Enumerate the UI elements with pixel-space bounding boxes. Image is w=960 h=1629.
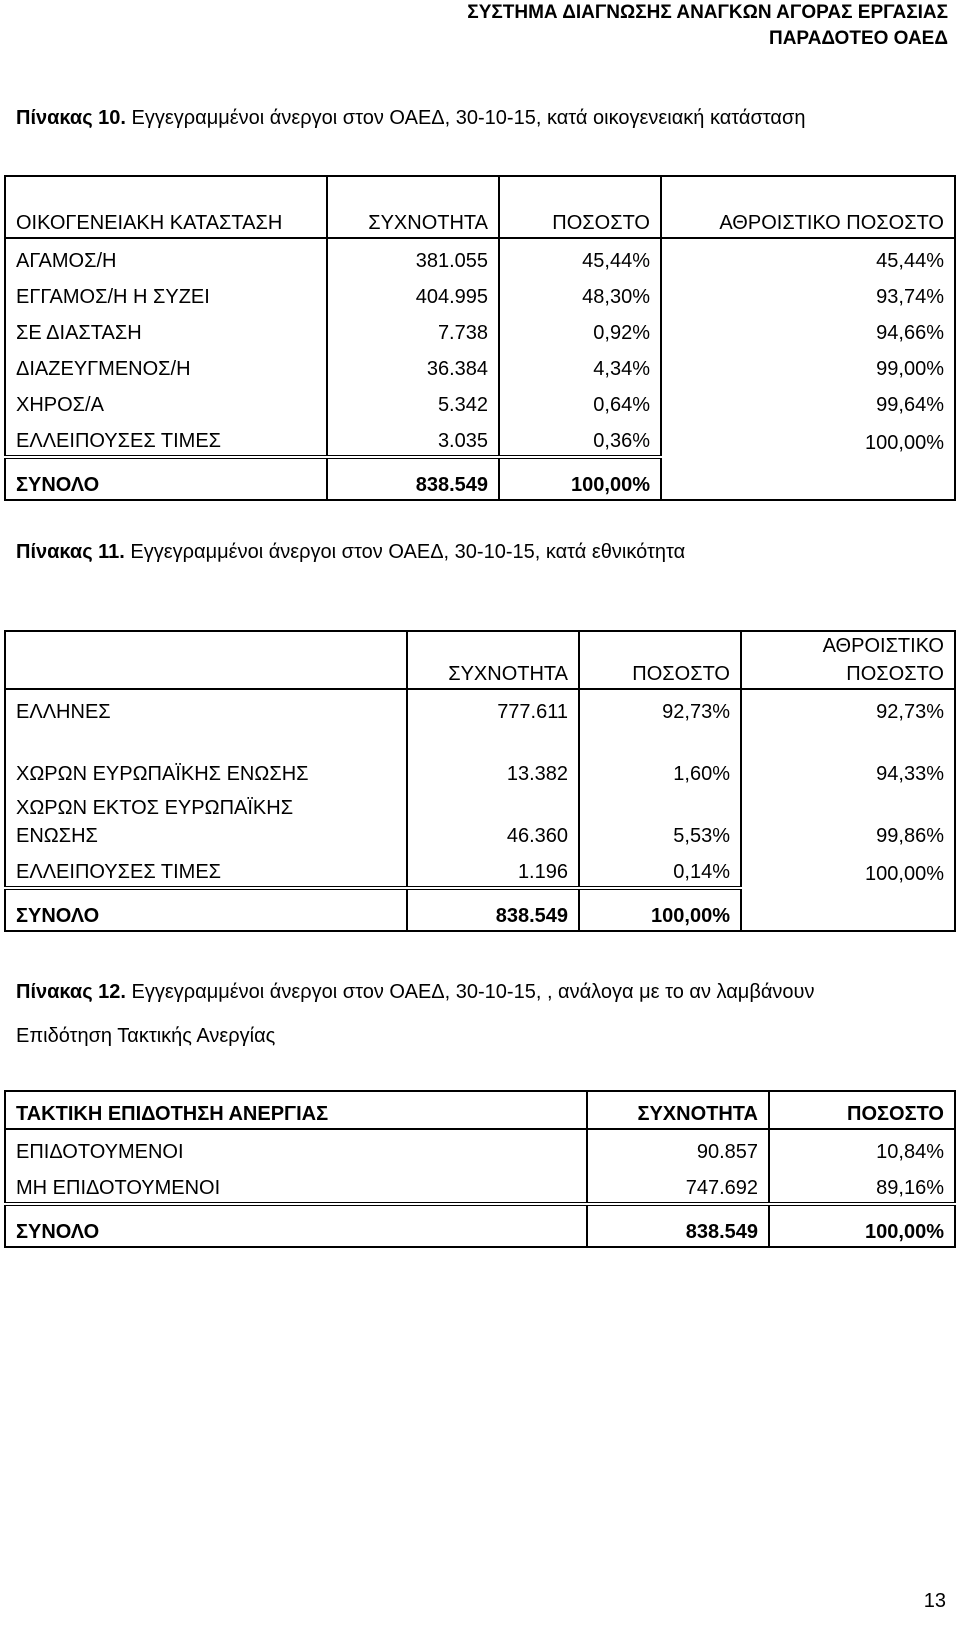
percent-cell: 89,16% bbox=[769, 1166, 955, 1204]
frequency-cell: 46.360 bbox=[407, 788, 579, 850]
table-total-row bbox=[5, 888, 955, 931]
percent-cell: 4,34% bbox=[499, 347, 661, 383]
table-header-row bbox=[5, 176, 955, 238]
total-label: ΣΥΝΟΛΟ bbox=[5, 888, 407, 931]
row-label: ΔΙΑΖΕΥΓΜΕΝΟΣ/Η bbox=[16, 358, 191, 380]
table-row bbox=[5, 689, 955, 726]
column-header: ΣΥΧΝΟΤΗΤΑ bbox=[587, 1091, 769, 1129]
column-header: ΣΥΧΝΟΤΗΤΑ bbox=[407, 631, 579, 689]
frequency-cell: 747.692 bbox=[587, 1166, 769, 1204]
table-row bbox=[5, 311, 955, 347]
percent-cell: 1,60% bbox=[579, 726, 741, 788]
table11-caption-label: Πίνακας 11. bbox=[16, 541, 125, 563]
frequency-cell: 3.035 bbox=[327, 419, 499, 457]
percent-cell: 48,30% bbox=[499, 275, 661, 311]
cumulative-percent-cell: 94,66% bbox=[661, 311, 955, 347]
table12-caption-text: Εγγεγραμμένοι άνεργοι στον ΟΑΕΔ, 30-10-15, , ανάλογα με το αν λαμβάνουν bbox=[125, 981, 815, 1003]
percent-cell: 92,73% bbox=[579, 689, 741, 726]
table12-caption-label: Πίνακας 12. bbox=[16, 981, 126, 1003]
percent-cell: 10,84% bbox=[769, 1129, 955, 1166]
cumulative-percent-cell: 99,64% bbox=[661, 383, 955, 419]
row-label: ΕΓΓΑΜΟΣ/Η Η ΣΥΖΕΙ bbox=[16, 286, 210, 308]
cumulative-percent-cell: 45,44% bbox=[661, 238, 955, 275]
percent-cell: 0,64% bbox=[499, 383, 661, 419]
frequency-cell: 381.055 bbox=[327, 238, 499, 275]
percent-cell: 0,36% bbox=[499, 419, 661, 457]
column-header: ΑΘΡΟΙΣΤΙΚΟ ΠΟΣΟΣΤΟ bbox=[661, 176, 955, 238]
table-row bbox=[5, 275, 955, 311]
table10-marital-status bbox=[4, 175, 956, 501]
percent-cell: 0,14% bbox=[579, 850, 741, 888]
cumulative-percent-cell: 94,33% bbox=[741, 726, 955, 788]
table-header-row bbox=[5, 1091, 955, 1129]
row-label: ΣΕ ΔΙΑΣΤΑΣΗ bbox=[16, 322, 142, 344]
table10-caption-text: Εγγεγραμμένοι άνεργοι στον ΟΑΕΔ, 30-10-15, κατά οικογενειακή κατάσταση bbox=[125, 107, 806, 129]
empty-cell bbox=[661, 457, 955, 500]
cumulative-percent-cell: 93,74% bbox=[661, 275, 955, 311]
column-header: ΣΥΧΝΟΤΗΤΑ bbox=[327, 176, 499, 238]
total-frequency: 838.549 bbox=[407, 888, 579, 931]
document-header bbox=[467, 0, 948, 52]
percent-cell: 0,92% bbox=[499, 311, 661, 347]
table11-nationality bbox=[4, 630, 956, 932]
table-row bbox=[5, 238, 955, 275]
cumulative-percent-cell: 99,00% bbox=[661, 347, 955, 383]
cumulative-percent-cell: 100,00% bbox=[741, 850, 955, 888]
total-label: ΣΥΝΟΛΟ bbox=[5, 457, 327, 500]
column-header: ΑΘΡΟΙΣΤΙΚΟ ΠΟΣΟΣΤΟ bbox=[741, 631, 955, 689]
table11-caption bbox=[16, 530, 685, 574]
row-label: ΕΛΛΕΙΠΟΥΣΕΣ ΤΙΜΕΣ bbox=[5, 850, 407, 888]
cumulative-percent-cell: 92,73% bbox=[741, 689, 955, 726]
header-system-title: ΣΥΣΤΗΜΑ ΔΙΑΓΝΩΣΗΣ ΑΝΑΓΚΩΝ ΑΓΟΡΑΣ ΕΡΓΑΣΙΑΣ bbox=[467, 2, 948, 23]
page-number: 13 bbox=[923, 1590, 946, 1612]
table-row bbox=[5, 726, 955, 788]
row-label: ΕΠΙΔΟΤΟΥΜΕΝΟΙ bbox=[16, 1141, 184, 1163]
total-frequency: 838.549 bbox=[327, 457, 499, 500]
table12-unemployment-benefit bbox=[4, 1090, 956, 1248]
percent-cell: 45,44% bbox=[499, 238, 661, 275]
row-label: ΑΓΑΜΟΣ/Η bbox=[16, 250, 117, 272]
row-label: ΜΗ ΕΠΙΔΟΤΟΥΜΕΝΟΙ bbox=[5, 1166, 587, 1204]
row-label: ΧΩΡΩΝ ΕΥΡΩΠΑΪΚΗΣ ΕΝΩΣΗΣ bbox=[16, 763, 309, 785]
table-row bbox=[5, 419, 955, 457]
table-total-row bbox=[5, 1204, 955, 1247]
row-label: ΧΩΡΩΝ ΕΚΤΟΣ ΕΥΡΩΠΑΪΚΗΣ ΕΝΩΣΗΣ bbox=[16, 797, 294, 847]
column-header bbox=[5, 631, 407, 689]
column-header: ΟΙΚΟΓΕΝΕΙΑΚΗ ΚΑΤΑΣΤΑΣΗ bbox=[5, 176, 327, 238]
column-header: ΠΟΣΟΣΤΟ bbox=[579, 631, 741, 689]
table10-caption bbox=[16, 96, 805, 140]
row-label: ΕΛΛΕΙΠΟΥΣΕΣ ΤΙΜΕΣ bbox=[5, 419, 327, 457]
cumulative-percent-cell: 99,86% bbox=[741, 788, 955, 850]
table-row bbox=[5, 788, 955, 850]
table10-caption-label: Πίνακας 10. bbox=[16, 107, 126, 129]
column-header: ΠΟΣΟΣΤΟ bbox=[769, 1091, 955, 1129]
table12-caption-line2: Επιδότηση Τακτικής Ανεργίας bbox=[16, 1025, 276, 1047]
row-label: ΕΛΛΗΝΕΣ bbox=[16, 701, 111, 723]
total-percent: 100,00% bbox=[579, 888, 741, 931]
frequency-cell: 777.611 bbox=[407, 689, 579, 726]
frequency-cell: 7.738 bbox=[327, 311, 499, 347]
table-row bbox=[5, 383, 955, 419]
table12-caption bbox=[16, 970, 814, 1058]
frequency-cell: 36.384 bbox=[327, 347, 499, 383]
table-total-row bbox=[5, 457, 955, 500]
table-row bbox=[5, 850, 955, 888]
frequency-cell: 90.857 bbox=[587, 1129, 769, 1166]
frequency-cell: 5.342 bbox=[327, 383, 499, 419]
total-percent: 100,00% bbox=[499, 457, 661, 500]
row-label: ΧΗΡΟΣ/Α bbox=[16, 394, 104, 416]
total-label: ΣΥΝΟΛΟ bbox=[16, 1221, 100, 1243]
header-deliverable: ΠΑΡΑΔΟΤΕΟ ΟΑΕΔ bbox=[768, 28, 948, 49]
empty-cell bbox=[741, 888, 955, 931]
frequency-cell: 404.995 bbox=[327, 275, 499, 311]
total-percent: 100,00% bbox=[769, 1204, 955, 1247]
cumulative-percent-cell: 100,00% bbox=[661, 419, 955, 457]
column-header: ΠΟΣΟΣΤΟ bbox=[499, 176, 661, 238]
percent-cell: 5,53% bbox=[579, 788, 741, 850]
column-header: ΤΑΚΤΙΚΗ ΕΠΙΔΟΤΗΣΗ ΑΝΕΡΓΙΑΣ bbox=[5, 1091, 587, 1129]
table-header-row bbox=[5, 631, 955, 689]
table-row bbox=[5, 1166, 955, 1204]
total-frequency: 838.549 bbox=[587, 1204, 769, 1247]
table-row bbox=[5, 347, 955, 383]
frequency-cell: 13.382 bbox=[407, 726, 579, 788]
table11-caption-text: Εγγεγραμμένοι άνεργοι στον ΟΑΕΔ, 30-10-15, κατά εθνικότητα bbox=[124, 541, 686, 563]
frequency-cell: 1.196 bbox=[407, 850, 579, 888]
table-row bbox=[5, 1129, 955, 1166]
